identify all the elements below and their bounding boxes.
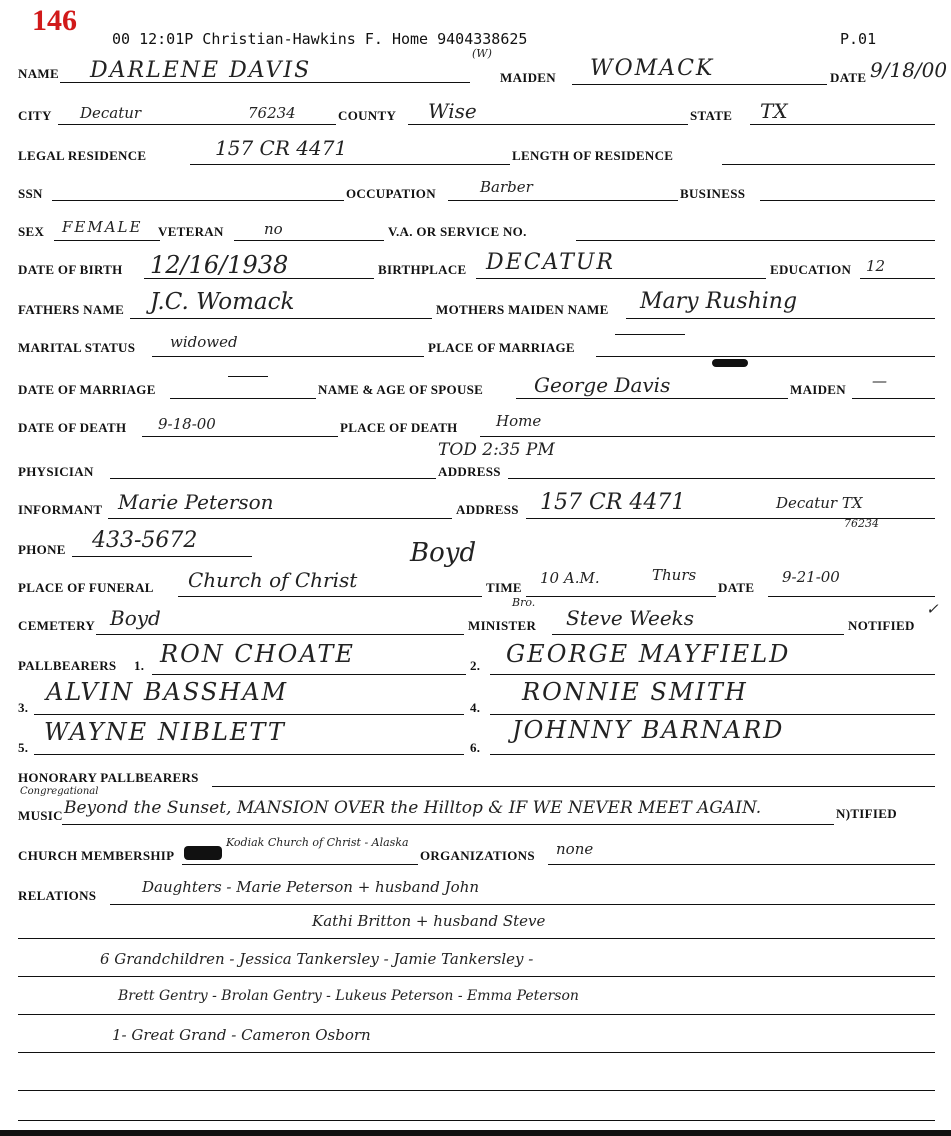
maiden-line (572, 84, 827, 85)
state-label: STATE (690, 108, 733, 123)
mothers-maiden-line (626, 318, 935, 319)
mothers-maiden-label: MOTHERS MAIDEN NAME (436, 302, 609, 317)
church-ink-blot (184, 846, 222, 860)
date-of-death-label: DATE OF DEATH (18, 420, 127, 435)
business-label: BUSINESS (680, 186, 746, 201)
relations-value-4: Brett Gentry - Brolan Gentry - Lukeus Peterson - Emma Peterson (118, 988, 579, 1004)
church-membership-line (182, 864, 418, 865)
time-line (526, 596, 716, 597)
place-of-marriage-label: PLACE OF MARRIAGE (428, 340, 575, 355)
sex-line (54, 240, 160, 241)
minister-label: MINISTER (468, 618, 537, 633)
place-of-death-value: Home (496, 412, 542, 430)
pallbearer-6-value: JOHNNY BARNARD (512, 716, 785, 744)
relations-line-4 (18, 1014, 935, 1015)
veteran-label: VETERAN (158, 224, 224, 239)
length-of-residence-label: LENGTH OF RESIDENCE (512, 148, 674, 163)
county-value: Wise (428, 99, 477, 123)
sex-value: FEMALE (62, 218, 143, 236)
relations-value-3: 6 Grandchildren - Jessica Tankersley - Jamie Tankersley - (100, 950, 534, 968)
city-label: CITY (18, 108, 52, 123)
length-of-residence-line (722, 164, 935, 165)
relations-line-2 (18, 938, 935, 939)
pallbearer-2-line (490, 674, 935, 675)
cemetery-value: Boyd (110, 606, 161, 630)
pallbearer-2-value: GEORGE MAYFIELD (506, 640, 791, 668)
pallbearers-label: PALLBEARERS (18, 658, 117, 673)
music-value: Beyond the Sunset, MANSION OVER the Hilltop & IF WE NEVER MEET AGAIN. (64, 798, 762, 818)
maiden-value: WOMACK (590, 56, 715, 81)
place-of-death-line (480, 436, 935, 437)
minister-line (552, 634, 844, 635)
pallbearer-5-label: 5. (18, 740, 29, 755)
physician-address-line (508, 478, 935, 479)
physician-line (110, 478, 436, 479)
date-of-marriage-line (170, 398, 316, 399)
pallbearer-1-label: 1. (134, 658, 145, 673)
veteran-line (234, 240, 384, 241)
informant-address-value: 157 CR 4471 (540, 490, 686, 515)
honorary-pallbearers-label: HONORARY PALLBEARERS (18, 770, 199, 785)
county-label: COUNTY (338, 108, 397, 123)
dob-label: DATE OF BIRTH (18, 262, 123, 277)
pallbearer-6-label: 6. (470, 740, 481, 755)
spouse-maiden-value: — (872, 372, 887, 390)
spouse-line (516, 398, 788, 399)
fathers-name-value: J.C. Womack (150, 289, 295, 315)
legal-residence-value: 157 CR 4471 (215, 136, 348, 160)
physician-label: PHYSICIAN (18, 464, 94, 479)
cemetery-label: CEMETERY (18, 618, 96, 633)
city-zip: 76234 (248, 104, 296, 122)
pallbearer-3-label: 3. (18, 700, 29, 715)
place-of-death-label: PLACE OF DEATH (340, 420, 458, 435)
time-label: TIME (486, 580, 522, 595)
city-line (58, 124, 336, 125)
funeral-date-line (768, 596, 935, 597)
organizations-label: ORGANIZATIONS (420, 848, 535, 863)
maiden-label: MAIDEN (500, 70, 556, 85)
music-note: Congregational (20, 786, 99, 797)
fathers-name-line (130, 318, 432, 319)
ink-blot (712, 359, 748, 367)
music-label: MUSIC (18, 808, 63, 823)
place-of-funeral-line (178, 596, 482, 597)
funeral-date-label: DATE (718, 580, 755, 595)
place-of-marriage-line (596, 356, 935, 357)
mothers-maiden-value: Mary Rushing (640, 289, 798, 314)
scan-bottom-edge (0, 1130, 951, 1136)
place-of-funeral-value: Church of Christ (188, 568, 358, 592)
notified-label: NOTIFIED (848, 618, 915, 633)
relations-value-1: Daughters - Marie Peterson + husband John (142, 878, 480, 896)
marital-status-label: MARITAL STATUS (18, 340, 136, 355)
organizations-value: none (556, 840, 594, 858)
birthplace-value: DECATUR (486, 250, 615, 275)
pallbearer-4-value: RONNIE SMITH (522, 678, 748, 706)
pallbearer-1-value: RON CHOATE (160, 640, 355, 668)
fathers-name-label: FATHERS NAME (18, 302, 125, 317)
organizations-line (548, 864, 935, 865)
spouse-label: NAME & AGE OF SPOUSE (318, 382, 484, 397)
va-label: V.A. OR SERVICE NO. (388, 224, 527, 239)
date-of-marriage-dash (228, 376, 268, 377)
pallbearer-1-line (152, 674, 466, 675)
phone-label: PHONE (18, 542, 66, 557)
spouse-value: George Davis (534, 373, 671, 397)
name-note: (W) (472, 47, 492, 60)
phone-value: 433-5672 (92, 528, 198, 553)
honorary-pallbearers-line (212, 786, 935, 787)
informant-label: INFORMANT (18, 502, 103, 517)
physician-address-label: ADDRESS (438, 464, 501, 479)
marital-status-line (152, 356, 424, 357)
ssn-label: SSN (18, 186, 43, 201)
marital-status-value: widowed (170, 333, 238, 351)
business-line (760, 200, 935, 201)
time-of-death-note: TOD 2:35 PM (438, 440, 555, 460)
cemetery-line (96, 634, 464, 635)
pallbearer-3-value: ALVIN BASSHAM (46, 678, 289, 706)
minister-prefix: Bro. (512, 596, 536, 609)
birthplace-label: BIRTHPLACE (378, 262, 467, 277)
pallbearer-3-line (34, 714, 464, 715)
va-line (576, 240, 935, 241)
state-line (750, 124, 935, 125)
education-label: EDUCATION (770, 262, 852, 277)
date-of-marriage-label: DATE OF MARRIAGE (18, 382, 156, 397)
legal-residence-line (190, 164, 510, 165)
informant-line (108, 518, 452, 519)
name-value: DARLENE DAVIS (90, 58, 312, 83)
pallbearer-4-label: 4. (470, 700, 481, 715)
funeral-place-note: Boyd (410, 538, 477, 568)
church-membership-value: Kodiak Church of Christ - Alaska (226, 836, 409, 849)
date-of-death-line (142, 436, 338, 437)
page-number: 146 (32, 4, 77, 37)
education-value: 12 (866, 257, 886, 275)
music-notified-label: N)TIFIED (836, 806, 897, 821)
occupation-line (448, 200, 678, 201)
relations-value-5: 1- Great Grand - Cameron Osborn (112, 1026, 371, 1044)
spouse-maiden-label: MAIDEN (790, 382, 846, 397)
relations-line-6 (18, 1090, 935, 1091)
spouse-maiden-line (852, 398, 935, 399)
county-line (408, 124, 688, 125)
pallbearer-6-line (490, 754, 935, 755)
occupation-label: OCCUPATION (346, 186, 436, 201)
date-value: 9/18/00 (870, 58, 948, 82)
sex-label: SEX (18, 224, 45, 239)
city-value: Decatur (80, 104, 142, 122)
ssn-line (52, 200, 344, 201)
music-line (62, 824, 834, 825)
pallbearer-5-line (34, 754, 464, 755)
relations-line-3 (18, 976, 935, 977)
education-line (860, 278, 935, 279)
fax-page-indicator: P.01 (840, 30, 877, 48)
informant-value: Marie Peterson (118, 490, 274, 514)
informant-zip: 76234 (844, 517, 879, 530)
relations-value-2: Kathi Britton + husband Steve (312, 912, 546, 930)
pallbearer-4-line (490, 714, 935, 715)
place-of-funeral-label: PLACE OF FUNERAL (18, 580, 154, 595)
date-of-death-value: 9-18-00 (158, 415, 216, 433)
pallbearer-2-label: 2. (470, 658, 481, 673)
relations-line-5 (18, 1052, 935, 1053)
relations-line-7 (18, 1120, 935, 1121)
veteran-value: no (264, 220, 283, 238)
time-value: 10 A.M. (540, 569, 600, 587)
birthplace-line (476, 278, 766, 279)
pallbearer-5-value: WAYNE NIBLETT (44, 718, 286, 746)
state-value: TX (760, 99, 788, 123)
relations-label: RELATIONS (18, 888, 97, 903)
dob-value: 12/16/1938 (150, 251, 289, 279)
place-of-marriage-dash (615, 334, 685, 335)
fax-header: 00 12:01P Christian-Hawkins F. Home 9404338625 (112, 30, 528, 48)
informant-city: Decatur TX (776, 494, 863, 512)
legal-residence-label: LEGAL RESIDENCE (18, 148, 147, 163)
notified-check: ✓ (926, 600, 939, 618)
informant-address-label: ADDRESS (456, 502, 519, 517)
church-membership-label: CHURCH MEMBERSHIP (18, 848, 175, 863)
name-label: NAME (18, 66, 59, 81)
occupation-value: Barber (480, 178, 533, 196)
phone-line (72, 556, 252, 557)
relations-line-1 (110, 904, 935, 905)
date-label: DATE (830, 70, 867, 85)
funeral-day-value: Thurs (652, 566, 697, 584)
minister-value: Steve Weeks (566, 606, 695, 630)
funeral-date-value: 9-21-00 (782, 568, 840, 586)
